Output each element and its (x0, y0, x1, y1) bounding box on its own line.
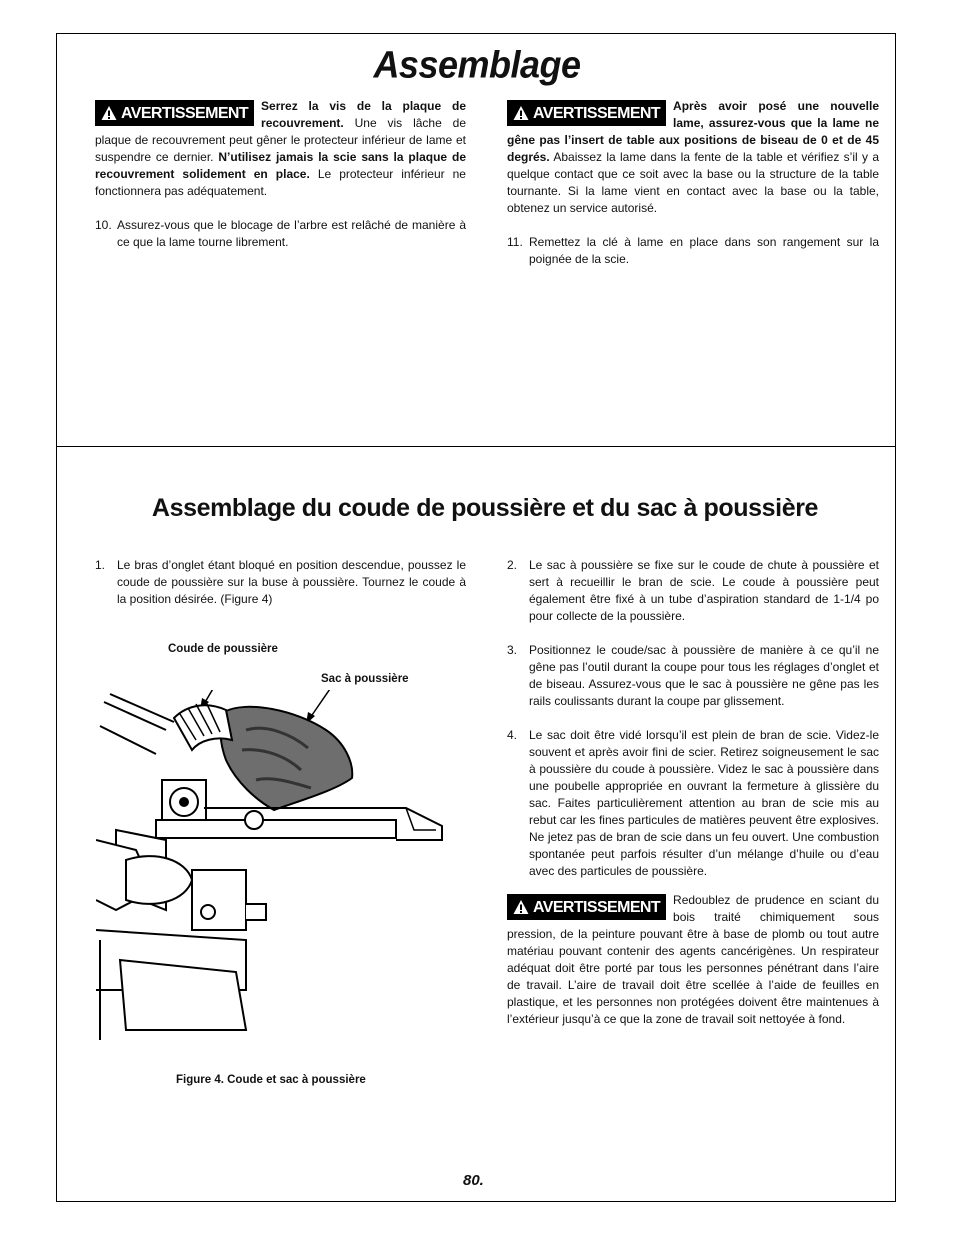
warning-paragraph (507, 892, 879, 1028)
warning-text: Redoublez de prudence en sciant du bois traité chimiquement sous pression, de la peinture pouvant être à base de plomb ou tout autre matériau pouvant contenir des agents cancérigènes. Un respirateur adéquat doit être porté par tous les personnes pénétrant dans l’aire de travail. L’aire de travail doit être scellée à l’aide de feuilles en plastique, et les personnes non protégées doivent être maintenues à l’extérieur jusqu’à ce que la zone de travail soit nettoyée à fond. (507, 893, 879, 1026)
step-10 (95, 217, 466, 251)
warning-bold-text-2: N’utilisez jamais la scie sans la plaque de recouvrement solidement en place. (95, 150, 466, 181)
warning-badge (507, 894, 666, 920)
step-text: Positionnez le coude/sac à poussière de manière à ce qu’il ne gêne pas l’outil durant la coupe pour tous les réglages d’onglet et de biseau. Assurez-vous que le sac à poussière ne gêne pas les rails coulissants durant la coupe par glissement. (529, 643, 879, 708)
step-3 (507, 642, 879, 710)
bottom-left-column (95, 557, 466, 608)
warning-badge (95, 100, 254, 126)
warning-label: AVERTISSEMENT (121, 104, 249, 122)
step-number: 2. (507, 558, 518, 572)
saw-rail (156, 820, 396, 838)
section-divider (56, 446, 896, 447)
warning-paragraph (95, 98, 466, 200)
bottom-right-column (507, 557, 879, 1028)
step-text: Le sac doit être vidé lorsqu’il est plein de bran de scie. Videz-le souvent et après avoir fini de scier. Retirez soigneusement le sac à poussière du coude à poussière. Videz le sac à poussière dans une poubelle appropriée en ouvrant la fermeture à glissière du sac. Faites particulièrement attention au bran de scie mis au rebut car les fines particules de matières peuvent être explosives. Ne jetez pas de bran de scie dans un feu ouvert. Une combustion spontanée peut parfois résulter d’un mélange d’huile ou d’eau avec des particules de poussière. (529, 728, 879, 878)
label-coude-de-poussiere: Coude de poussière (168, 643, 278, 655)
step-number: 10. (95, 218, 112, 232)
step-text: Le bras d’onglet étant bloqué en position descendue, poussez le coude de poussière sur la buse à poussière. Tournez le coude à la position désirée. (Figure 4) (117, 558, 466, 606)
warning-text: Abaissez la lame dans la fente de la table et vérifiez s’il y a quelque contact que ce soit avec la base ou la structure de la table tournante. Si la lame vient en contact avec la base ou la table, obtenez un service autorisé. (507, 150, 879, 215)
section-title: Assemblage du coude de poussière et du sac à poussière (151, 494, 819, 522)
warning-text-2: Le protecteur inférieur ne fonctionnera pas adéquatement. (95, 167, 466, 198)
step-1 (95, 557, 466, 608)
top-right-column (507, 98, 879, 268)
step-2 (507, 557, 879, 625)
warning-triangle-icon (513, 899, 529, 915)
step-4 (507, 727, 879, 880)
step-number: 4. (507, 728, 518, 742)
warning-label: AVERTISSEMENT (533, 898, 661, 916)
warning-bold-text: Après avoir posé une nouvelle lame, assurez-vous que la lame ne gêne pas l’insert de table aux positions de biseau de 0 et de 45 degrés. (507, 99, 879, 164)
page-title: Assemblage (373, 42, 581, 86)
warning-triangle-icon (513, 105, 529, 121)
step-number: 11. (507, 235, 523, 249)
page-number: 80. (463, 1172, 484, 1189)
warning-paragraph (507, 98, 879, 217)
dust-elbow-bag-illustration (96, 690, 450, 1050)
step-number: 3. (507, 643, 518, 657)
step-11 (507, 234, 879, 268)
step-text: Assurez-vous que le blocage de l’arbre est relâché de manière à ce que la lame tourne librement. (117, 218, 466, 249)
warning-label: AVERTISSEMENT (533, 104, 661, 122)
saw-base (120, 960, 246, 1030)
top-left-column (95, 98, 466, 251)
leader-line-sac (310, 690, 332, 718)
label-sac-a-poussiere: Sac à poussière (321, 673, 409, 685)
warning-bold-text: Serrez la vis de la plaque de recouvrement. (261, 99, 466, 130)
warning-badge (507, 100, 666, 126)
step-text: Remettez la clé à lame en place dans son rangement sur la poignée de la scie. (529, 235, 879, 266)
step-text: Le sac à poussière se fixe sur le coude de chute à poussière et sert à recueillir le bran de scie. Le coude à poussière peut également être fixé à un tube d’aspiration standard de 1-1/4 po pour collecte de la poussière. (529, 558, 879, 623)
figure-caption: Figure 4. Coude et sac à poussière (176, 1074, 366, 1086)
warning-triangle-icon (101, 105, 117, 121)
warning-text: Une vis lâche de plaque de recouvrement peut gêner le protecteur inférieur de lame et suspendre ce dernier. (95, 116, 466, 164)
step-number: 1. (95, 558, 106, 572)
